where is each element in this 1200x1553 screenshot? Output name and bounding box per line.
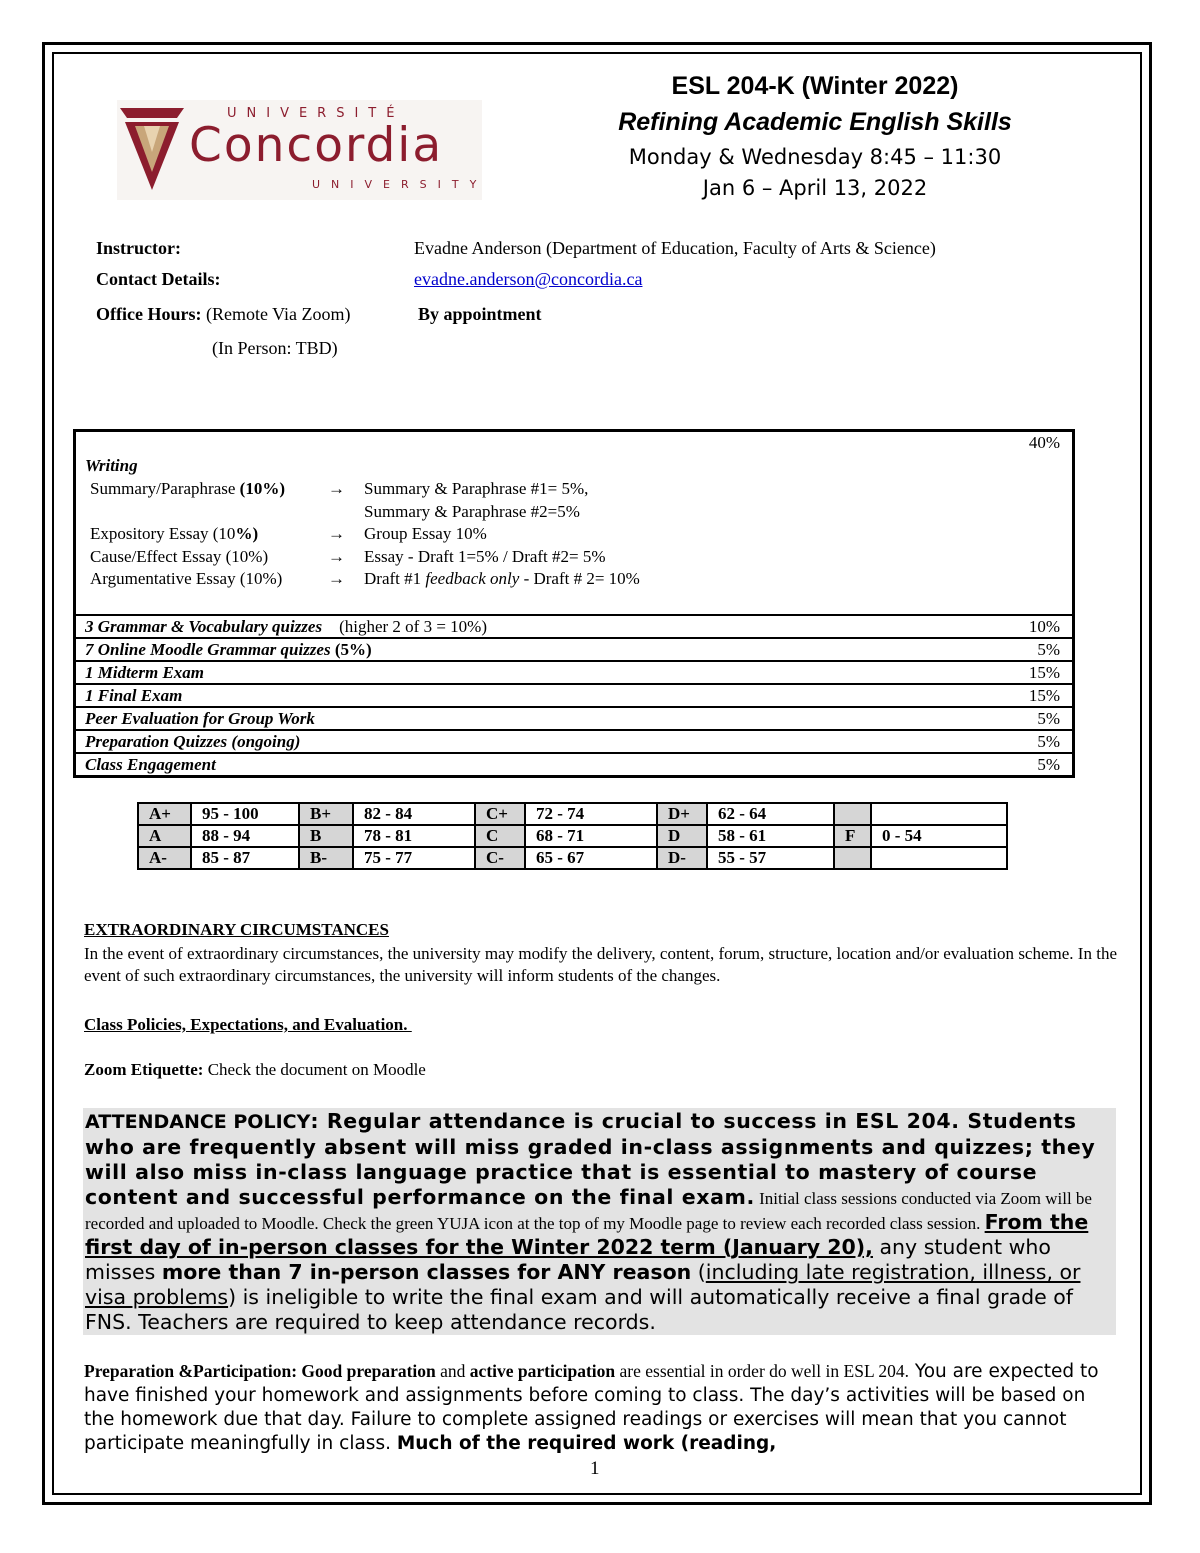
writing-title: Writing bbox=[85, 456, 138, 475]
arrow-icon: → bbox=[328, 479, 345, 498]
instructor-value: Evadne Anderson (Department of Education, Faculty of Arts & Science) bbox=[414, 238, 936, 258]
concordia-logo bbox=[117, 100, 488, 200]
writing-item: Expository Essay (10%) → Group Essay 10% bbox=[90, 524, 487, 543]
office-hours-value: By appointment bbox=[418, 304, 542, 324]
table-row: A+ 95 - 100 B+ 82 - 84 C+ 72 - 74 D+ 62 - 64 bbox=[138, 803, 1007, 825]
logo-top-text: UNIVERSITÉ bbox=[227, 106, 405, 121]
arrow-icon: → bbox=[328, 546, 345, 566]
grading-row-final: 1 Final Exam 15% bbox=[76, 683, 1072, 706]
logo-bottom-text: UNIVERSITY bbox=[312, 178, 488, 191]
course-title: ESL 204-K (Winter 2022) bbox=[671, 72, 959, 100]
logo-wordmark: Concordia bbox=[189, 118, 444, 173]
page-number: 1 bbox=[590, 1458, 600, 1479]
preparation-participation: Preparation &Participation: Good preparation and active participation are essential in order do well in ESL 204. You are expected to have finished your homework and assignments before coming to class. The day’s activities will be based on the homework due that day. Failure to complete assigned readings or exercises will mean that you cannot participate meaningfully in class. Much of the required work (reading, bbox=[84, 1361, 1099, 1454]
grading-table bbox=[73, 429, 1075, 778]
table-row: A 88 - 94 B 78 - 81 C 68 - 71 D 58 - 61 F 0 - 54 bbox=[138, 825, 1007, 847]
course-dates: Jan 6 – April 13, 2022 bbox=[702, 176, 928, 200]
policies-title: Class Policies, Expectations, and Evaluation. bbox=[84, 1015, 412, 1034]
instructor-email-link[interactable]: evadne.anderson@concordia.ca bbox=[414, 269, 643, 289]
grading-row-midterm: 1 Midterm Exam 15% bbox=[76, 660, 1072, 683]
attendance-policy-text: ATTENDANCE POLICY: Regular attendance is crucial to success in ESL 204. Students who are frequently absent will miss graded in-class assignments and quizzes; they will also miss in-class language practice that is essential to mastery of course content and successful performance on the final exam. Initial class sessions conducted via Zoom will be recorded and uploaded to Moodle. Check the green YUJA icon at the top of my Moodle page to review each recorded class session. From the first day of in-person classes for the Winter 2022 term (January 20), any student who misses more than 7 in-person classes for ANY reason (including late registration, illness, or visa problems) is ineligible to write the final exam and will automatically receive a final grade of FNS. Teachers are required to keep attendance records. bbox=[85, 1109, 1096, 1334]
grading-row-grammar-quizzes: 3 Grammar & Vocabulary quizzes (higher 2 of 3 = 10%) 10% bbox=[76, 614, 1072, 637]
course-schedule: Monday & Wednesday 8:45 – 11:30 bbox=[628, 145, 1002, 169]
zoom-etiquette: Zoom Etiquette: Check the document on Moodle bbox=[84, 1060, 426, 1079]
extraordinary-title: EXTRAORDINARY CIRCUMSTANCES bbox=[84, 920, 389, 939]
instructor-label: Instructor: bbox=[96, 238, 181, 258]
arrow-icon: → bbox=[328, 569, 345, 588]
contact-label: Contact Details: bbox=[96, 269, 221, 289]
arrow-icon: → bbox=[328, 524, 345, 543]
grading-row-peer-evaluation: Peer Evaluation for Group Work 5% bbox=[76, 706, 1072, 729]
course-subtitle: Refining Academic English Skills bbox=[618, 108, 1012, 136]
attendance-policy-box bbox=[83, 1108, 1116, 1335]
grading-row-moodle-quizzes: 7 Online Moodle Grammar quizzes (5%) 5% bbox=[76, 637, 1072, 660]
writing-item: Summary & Paraphrase #2=5% bbox=[364, 501, 580, 521]
writing-item: Cause/Effect Essay (10%) → Essay - Draft 1=5% / Draft #2= 5% bbox=[90, 546, 606, 566]
office-hours-inperson: (In Person: TBD) bbox=[212, 338, 338, 358]
office-hours-remote: (Remote Via Zoom) bbox=[205, 304, 351, 324]
office-hours-label: Office Hours: bbox=[96, 304, 202, 324]
office-hours-line bbox=[96, 304, 351, 325]
writing-items bbox=[76, 478, 1066, 591]
shield-icon bbox=[117, 102, 187, 194]
extraordinary-text: In the event of extraordinary circumstances, the university may modify the delivery, content, forum, structure, location and/or evaluation scheme. In the event of such extraordinary circumstances, the university will inform students of the changes. bbox=[84, 944, 1117, 985]
letter-grade-table bbox=[137, 802, 1008, 870]
writing-pct: 40% bbox=[1028, 433, 1060, 452]
writing-item: Argumentative Essay (10%) → Draft #1 feedback only - Draft # 2= 10% bbox=[90, 569, 640, 588]
writing-row bbox=[76, 432, 1072, 614]
writing-item: Summary/Paraphrase (10%) → Summary & Paraphrase #1= 5%, bbox=[90, 479, 589, 498]
table-row: A- 85 - 87 B- 75 - 77 C- 65 - 67 D- 55 - 57 bbox=[138, 847, 1007, 869]
grading-row-preparation-quizzes: Preparation Quizzes (ongoing) 5% bbox=[76, 729, 1072, 752]
grading-row-class-engagement: Class Engagement 5% bbox=[76, 752, 1072, 775]
